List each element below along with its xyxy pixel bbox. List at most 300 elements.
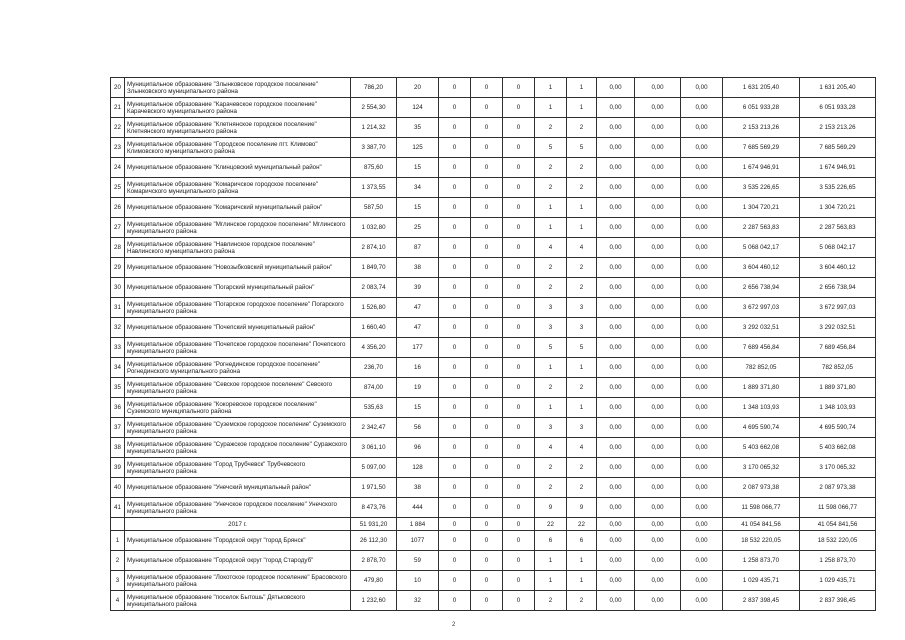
people-cell: 38 (397, 478, 439, 498)
total-cell-2: 3 604 460,12 (800, 258, 876, 278)
count-cell-4: 2 (535, 158, 567, 178)
count-cell-1: 0 (439, 118, 471, 138)
count-cell-1: 0 (439, 458, 471, 478)
amount-cell-2: 0,00 (635, 498, 681, 518)
area-cell: 1 526,80 (351, 298, 397, 318)
name-cell: Муниципальное образование "Почепское городское поселение" Почепского муниципального района (125, 338, 351, 358)
row-number-cell: 1 (111, 531, 125, 551)
count-cell-1: 0 (439, 138, 471, 158)
count-cell-3: 0 (503, 551, 535, 571)
total-cell-2: 1 304 720,21 (800, 198, 876, 218)
people-cell: 35 (397, 118, 439, 138)
total-cell: 18 532 220,05 (723, 531, 800, 551)
count-cell-2: 0 (471, 551, 503, 571)
count-cell-2: 0 (471, 278, 503, 298)
name-cell: Муниципальное образование "Суражское городское поселение" Суражского муниципального района (125, 438, 351, 458)
count-cell-1: 0 (439, 258, 471, 278)
count-cell-4: 1 (535, 218, 567, 238)
table-row (111, 591, 876, 611)
area-cell: 587,50 (351, 198, 397, 218)
row-number-cell: 35 (111, 378, 125, 398)
row-number-cell: 38 (111, 438, 125, 458)
amount-cell-2: 0,00 (635, 338, 681, 358)
count-cell-5: 1 (567, 198, 597, 218)
count-cell-4: 1 (535, 98, 567, 118)
count-cell-5: 1 (567, 571, 597, 591)
table-row (111, 138, 876, 158)
row-number-cell: 20 (111, 78, 125, 98)
amount-cell-1: 0,00 (597, 551, 635, 571)
amount-cell-3: 0,00 (681, 198, 723, 218)
amount-cell-1: 0,00 (597, 358, 635, 378)
amount-cell-3: 0,00 (681, 398, 723, 418)
amount-cell-3: 0,00 (681, 278, 723, 298)
people-cell: 34 (397, 178, 439, 198)
name-cell: Муниципальное образование "Севское городское поселение" Севского муниципального района (125, 378, 351, 398)
people-cell: 19 (397, 378, 439, 398)
amount-cell-1: 0,00 (597, 218, 635, 238)
total-cell: 1 674 946,91 (723, 158, 800, 178)
area-cell: 479,80 (351, 571, 397, 591)
name-cell: Муниципальное образование "Унечское городское поселение" Унечского муниципального района (125, 498, 351, 518)
amount-cell-1: 0,00 (597, 338, 635, 358)
table-row (111, 218, 876, 238)
count-cell-3: 0 (503, 378, 535, 398)
total-cell-2: 7 685 569,29 (800, 138, 876, 158)
count-cell-2: 0 (471, 158, 503, 178)
total-cell: 1 304 720,21 (723, 198, 800, 218)
amount-cell-1: 0,00 (597, 78, 635, 98)
count-cell-4: 22 (535, 518, 567, 531)
people-cell: 15 (397, 198, 439, 218)
table-row (111, 418, 876, 438)
count-cell-2: 0 (471, 591, 503, 611)
total-cell-2: 5 068 042,17 (800, 238, 876, 258)
count-cell-4: 3 (535, 318, 567, 338)
area-cell: 535,63 (351, 398, 397, 418)
count-cell-5: 2 (567, 158, 597, 178)
people-cell: 125 (397, 138, 439, 158)
count-cell-5: 22 (567, 518, 597, 531)
count-cell-2: 0 (471, 358, 503, 378)
count-cell-1: 0 (439, 198, 471, 218)
total-cell-2: 2 153 213,26 (800, 118, 876, 138)
count-cell-4: 4 (535, 438, 567, 458)
count-cell-2: 0 (471, 298, 503, 318)
table-row (111, 278, 876, 298)
count-cell-1: 0 (439, 551, 471, 571)
total-cell-2: 3 292 032,51 (800, 318, 876, 338)
total-cell: 3 604 460,12 (723, 258, 800, 278)
count-cell-4: 3 (535, 418, 567, 438)
count-cell-4: 2 (535, 258, 567, 278)
amount-cell-3: 0,00 (681, 318, 723, 338)
count-cell-5: 1 (567, 358, 597, 378)
amount-cell-1: 0,00 (597, 571, 635, 591)
amount-cell-2: 0,00 (635, 358, 681, 378)
count-cell-2: 0 (471, 531, 503, 551)
count-cell-3: 0 (503, 158, 535, 178)
table-row (111, 78, 876, 98)
amount-cell-2: 0,00 (635, 398, 681, 418)
amount-cell-2: 0,00 (635, 378, 681, 398)
area-cell: 2 878,70 (351, 551, 397, 571)
table-row (111, 398, 876, 418)
total-cell-2: 1 348 103,93 (800, 398, 876, 418)
count-cell-5: 2 (567, 591, 597, 611)
people-cell: 444 (397, 498, 439, 518)
count-cell-5: 5 (567, 338, 597, 358)
row-number-cell: 25 (111, 178, 125, 198)
name-cell: Муниципальное образование "Унечский муниципальный район" (125, 478, 351, 498)
amount-cell-1: 0,00 (597, 518, 635, 531)
total-cell: 1 631 205,40 (723, 78, 800, 98)
count-cell-1: 0 (439, 518, 471, 531)
area-cell: 2 083,74 (351, 278, 397, 298)
amount-cell-1: 0,00 (597, 458, 635, 478)
amount-cell-2: 0,00 (635, 198, 681, 218)
people-cell: 39 (397, 278, 439, 298)
name-cell: Муниципальное образование "Клетнянское городское поселение" Клетнянского муниципального района (125, 118, 351, 138)
amount-cell-2: 0,00 (635, 278, 681, 298)
count-cell-4: 1 (535, 78, 567, 98)
amount-cell-3: 0,00 (681, 98, 723, 118)
table-row (111, 458, 876, 478)
amount-cell-2: 0,00 (635, 531, 681, 551)
table-row (111, 238, 876, 258)
count-cell-4: 9 (535, 498, 567, 518)
total-cell: 6 051 933,28 (723, 98, 800, 118)
amount-cell-3: 0,00 (681, 551, 723, 571)
table-row (111, 378, 876, 398)
name-cell: Муниципальное образование "Город Трубчевск" Трубчевского муниципального района (125, 458, 351, 478)
count-cell-3: 0 (503, 438, 535, 458)
count-cell-3: 0 (503, 218, 535, 238)
table-row (111, 498, 876, 518)
total-cell: 2 287 563,83 (723, 218, 800, 238)
table-row (111, 338, 876, 358)
count-cell-3: 0 (503, 138, 535, 158)
count-cell-4: 2 (535, 178, 567, 198)
amount-cell-1: 0,00 (597, 178, 635, 198)
name-cell: Муниципальное образование "Комаричский муниципальный район" (125, 198, 351, 218)
amount-cell-3: 0,00 (681, 218, 723, 238)
total-cell-2: 1 674 946,91 (800, 158, 876, 178)
name-cell: Муниципальное образование "Почепский муниципальный район" (125, 318, 351, 338)
total-cell-2: 2 087 973,38 (800, 478, 876, 498)
amount-cell-1: 0,00 (597, 98, 635, 118)
people-cell: 20 (397, 78, 439, 98)
table-body (111, 78, 876, 611)
name-cell: Муниципальное образование "Рогнединское городское поселение" Рогнединского муниципального района (125, 358, 351, 378)
amount-cell-3: 0,00 (681, 258, 723, 278)
count-cell-1: 0 (439, 591, 471, 611)
row-number-cell (111, 518, 125, 531)
count-cell-4: 1 (535, 198, 567, 218)
row-number-cell: 32 (111, 318, 125, 338)
count-cell-1: 0 (439, 218, 471, 238)
table-row (111, 478, 876, 498)
count-cell-2: 0 (471, 378, 503, 398)
row-number-cell: 36 (111, 398, 125, 418)
count-cell-5: 2 (567, 478, 597, 498)
people-cell: 15 (397, 158, 439, 178)
name-cell: Муниципальное образование "Погарское городское поселение" Погарского муниципального района (125, 298, 351, 318)
amount-cell-1: 0,00 (597, 138, 635, 158)
total-cell: 1 348 103,93 (723, 398, 800, 418)
count-cell-1: 0 (439, 378, 471, 398)
count-cell-2: 0 (471, 118, 503, 138)
count-cell-2: 0 (471, 438, 503, 458)
count-cell-5: 2 (567, 458, 597, 478)
name-cell: Муниципальное образование "Навлинское городское поселение" Навлинского муниципального района (125, 238, 351, 258)
count-cell-3: 0 (503, 458, 535, 478)
count-cell-3: 0 (503, 418, 535, 438)
area-cell: 4 356,20 (351, 338, 397, 358)
count-cell-2: 0 (471, 418, 503, 438)
amount-cell-3: 0,00 (681, 438, 723, 458)
count-cell-1: 0 (439, 438, 471, 458)
count-cell-5: 3 (567, 318, 597, 338)
count-cell-4: 2 (535, 478, 567, 498)
amount-cell-2: 0,00 (635, 571, 681, 591)
area-cell: 3 061,10 (351, 438, 397, 458)
area-cell: 1 373,55 (351, 178, 397, 198)
name-cell: Муниципальное образование "Погарский муниципальный район" (125, 278, 351, 298)
people-cell: 56 (397, 418, 439, 438)
table-row (111, 318, 876, 338)
amount-cell-3: 0,00 (681, 418, 723, 438)
count-cell-3: 0 (503, 591, 535, 611)
amount-cell-2: 0,00 (635, 138, 681, 158)
count-cell-1: 0 (439, 571, 471, 591)
amount-cell-3: 0,00 (681, 298, 723, 318)
count-cell-4: 2 (535, 278, 567, 298)
count-cell-1: 0 (439, 298, 471, 318)
row-number-cell: 2 (111, 551, 125, 571)
name-cell: 2017 г. (125, 518, 351, 531)
count-cell-3: 0 (503, 198, 535, 218)
name-cell: Муниципальное образование "Локотское городское поселение" Брасовского муниципального района (125, 571, 351, 591)
amount-cell-2: 0,00 (635, 438, 681, 458)
count-cell-3: 0 (503, 118, 535, 138)
people-cell: 25 (397, 218, 439, 238)
count-cell-1: 0 (439, 338, 471, 358)
total-cell: 7 689 456,84 (723, 338, 800, 358)
table-row (111, 178, 876, 198)
count-cell-2: 0 (471, 518, 503, 531)
total-cell-2: 5 403 662,08 (800, 438, 876, 458)
row-number-cell: 31 (111, 298, 125, 318)
count-cell-4: 3 (535, 298, 567, 318)
amount-cell-1: 0,00 (597, 418, 635, 438)
count-cell-3: 0 (503, 78, 535, 98)
row-number-cell: 33 (111, 338, 125, 358)
row-number-cell: 28 (111, 238, 125, 258)
total-cell: 3 170 065,32 (723, 458, 800, 478)
amount-cell-3: 0,00 (681, 178, 723, 198)
area-cell: 875,60 (351, 158, 397, 178)
count-cell-1: 0 (439, 531, 471, 551)
table-row (111, 118, 876, 138)
amount-cell-3: 0,00 (681, 518, 723, 531)
amount-cell-3: 0,00 (681, 591, 723, 611)
amount-cell-3: 0,00 (681, 378, 723, 398)
total-cell: 11 598 066,77 (723, 498, 800, 518)
count-cell-2: 0 (471, 398, 503, 418)
area-cell: 1 849,70 (351, 258, 397, 278)
people-cell: 10 (397, 571, 439, 591)
total-cell: 3 535 226,65 (723, 178, 800, 198)
total-cell-2: 6 051 933,28 (800, 98, 876, 118)
area-cell: 236,70 (351, 358, 397, 378)
amount-cell-1: 0,00 (597, 118, 635, 138)
name-cell: Муниципальное образование "Городской округ "город Брянск" (125, 531, 351, 551)
row-number-cell: 41 (111, 498, 125, 518)
count-cell-5: 4 (567, 238, 597, 258)
name-cell: Муниципальное образование "Карачевское городское поселение" Карачевского муниципального района (125, 98, 351, 118)
table-row (111, 258, 876, 278)
amount-cell-2: 0,00 (635, 98, 681, 118)
count-cell-4: 1 (535, 551, 567, 571)
total-cell: 2 153 213,26 (723, 118, 800, 138)
count-cell-2: 0 (471, 78, 503, 98)
area-cell: 26 112,30 (351, 531, 397, 551)
count-cell-3: 0 (503, 178, 535, 198)
amount-cell-1: 0,00 (597, 498, 635, 518)
count-cell-4: 6 (535, 531, 567, 551)
count-cell-2: 0 (471, 258, 503, 278)
amount-cell-3: 0,00 (681, 498, 723, 518)
row-number-cell: 27 (111, 218, 125, 238)
count-cell-4: 2 (535, 458, 567, 478)
count-cell-5: 1 (567, 551, 597, 571)
count-cell-3: 0 (503, 518, 535, 531)
amount-cell-2: 0,00 (635, 238, 681, 258)
people-cell: 59 (397, 551, 439, 571)
people-cell: 38 (397, 258, 439, 278)
total-cell-2: 1 258 873,70 (800, 551, 876, 571)
row-number-cell: 37 (111, 418, 125, 438)
area-cell: 8 473,76 (351, 498, 397, 518)
area-cell: 2 554,30 (351, 98, 397, 118)
amount-cell-2: 0,00 (635, 518, 681, 531)
amount-cell-3: 0,00 (681, 238, 723, 258)
count-cell-2: 0 (471, 478, 503, 498)
people-cell: 47 (397, 298, 439, 318)
row-number-cell: 4 (111, 591, 125, 611)
name-cell: Муниципальное образование "Новозыбковский муниципальный район" (125, 258, 351, 278)
table-row (111, 198, 876, 218)
name-cell: Муниципальное образование "поселок Бытошь" Дятьковского муниципального района (125, 591, 351, 611)
count-cell-5: 4 (567, 438, 597, 458)
area-cell: 786,20 (351, 78, 397, 98)
total-cell: 5 403 662,08 (723, 438, 800, 458)
people-cell: 87 (397, 238, 439, 258)
total-cell: 2 837 398,45 (723, 591, 800, 611)
total-cell-2: 11 598 066,77 (800, 498, 876, 518)
total-cell: 1 029 435,71 (723, 571, 800, 591)
count-cell-2: 0 (471, 138, 503, 158)
table-row (111, 571, 876, 591)
total-cell-2: 41 054 841,56 (800, 518, 876, 531)
count-cell-2: 0 (471, 338, 503, 358)
name-cell: Муниципальное образование "Злынковское городское поселение" Злынковского муниципального района (125, 78, 351, 98)
count-cell-3: 0 (503, 258, 535, 278)
table-row (111, 438, 876, 458)
count-cell-5: 5 (567, 138, 597, 158)
amount-cell-3: 0,00 (681, 158, 723, 178)
count-cell-3: 0 (503, 98, 535, 118)
count-cell-5: 6 (567, 531, 597, 551)
amount-cell-2: 0,00 (635, 258, 681, 278)
area-cell: 874,00 (351, 378, 397, 398)
row-number-cell: 40 (111, 478, 125, 498)
amount-cell-2: 0,00 (635, 478, 681, 498)
total-cell-2: 2 287 563,83 (800, 218, 876, 238)
count-cell-2: 0 (471, 238, 503, 258)
count-cell-1: 0 (439, 418, 471, 438)
count-cell-3: 0 (503, 531, 535, 551)
count-cell-2: 0 (471, 571, 503, 591)
amount-cell-3: 0,00 (681, 458, 723, 478)
count-cell-3: 0 (503, 338, 535, 358)
area-cell: 2 874,10 (351, 238, 397, 258)
data-table (110, 77, 876, 611)
area-cell: 1 660,40 (351, 318, 397, 338)
table-row (111, 358, 876, 378)
row-number-cell: 29 (111, 258, 125, 278)
total-cell-2: 7 689 456,84 (800, 338, 876, 358)
table-row (111, 551, 876, 571)
total-cell: 3 292 032,51 (723, 318, 800, 338)
row-number-cell: 30 (111, 278, 125, 298)
amount-cell-2: 0,00 (635, 118, 681, 138)
amount-cell-1: 0,00 (597, 531, 635, 551)
total-cell-2: 3 535 226,65 (800, 178, 876, 198)
area-cell: 5 097,00 (351, 458, 397, 478)
total-cell-2: 3 672 997,03 (800, 298, 876, 318)
total-cell-2: 18 532 220,05 (800, 531, 876, 551)
total-cell: 7 685 569,29 (723, 138, 800, 158)
total-cell: 2 087 973,38 (723, 478, 800, 498)
amount-cell-2: 0,00 (635, 158, 681, 178)
amount-cell-3: 0,00 (681, 118, 723, 138)
count-cell-2: 0 (471, 218, 503, 238)
count-cell-4: 5 (535, 338, 567, 358)
count-cell-1: 0 (439, 318, 471, 338)
count-cell-5: 2 (567, 258, 597, 278)
people-cell: 128 (397, 458, 439, 478)
total-cell-2: 2 837 398,45 (800, 591, 876, 611)
amount-cell-1: 0,00 (597, 238, 635, 258)
area-cell: 51 931,20 (351, 518, 397, 531)
row-number-cell: 23 (111, 138, 125, 158)
total-cell: 2 656 738,94 (723, 278, 800, 298)
total-cell-2: 2 656 738,94 (800, 278, 876, 298)
count-cell-4: 2 (535, 118, 567, 138)
table-row (111, 531, 876, 551)
amount-cell-1: 0,00 (597, 198, 635, 218)
count-cell-4: 2 (535, 591, 567, 611)
name-cell: Муниципальное образование "Комаричское городское поселение" Комаричского муниципального района (125, 178, 351, 198)
page-number: 2 (452, 622, 456, 628)
table-row (111, 98, 876, 118)
name-cell: Муниципальное образование "Городское поселение пгт. Климово" Климовского муниципального района (125, 138, 351, 158)
count-cell-2: 0 (471, 98, 503, 118)
count-cell-5: 3 (567, 298, 597, 318)
total-cell: 5 068 042,17 (723, 238, 800, 258)
